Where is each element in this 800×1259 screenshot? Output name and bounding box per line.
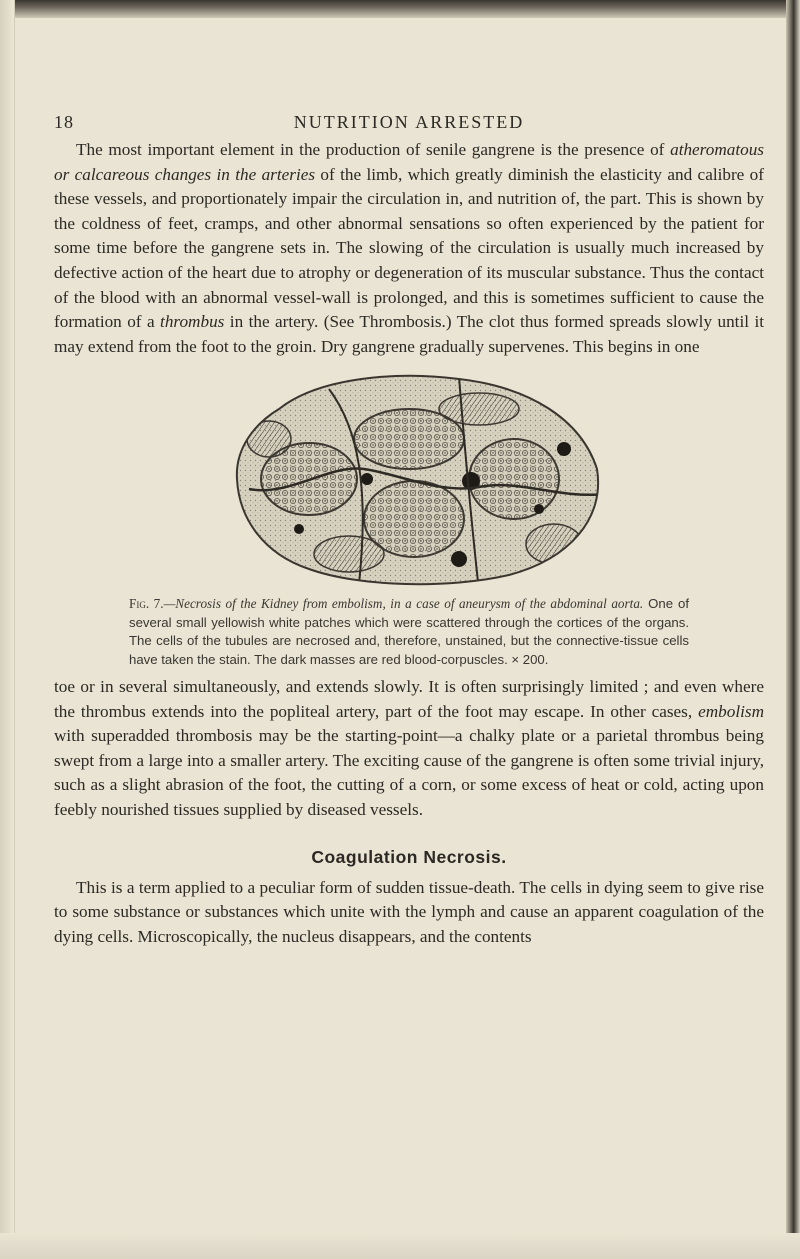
- page-bottom-edge: [0, 1233, 800, 1259]
- page-left-edge: [0, 0, 15, 1259]
- book-page: [54, 112, 764, 949]
- running-head: [54, 112, 764, 138]
- page-number: 18: [54, 112, 74, 132]
- figure-description: One of several small yellowish white patches which were scattered through the cortices of the organs. The cells of the tubules are necrosed and, therefore, unstained, but the connective-tissue cells have taken the stain. The dark masses are red blood-corpuscles. × 200.: [129, 596, 689, 667]
- italic-run: atheromatous or calcareous changes in the arteries: [54, 140, 764, 184]
- kidney-micrograph-figure: [209, 369, 609, 591]
- paragraph-senile-gangrene: [54, 138, 764, 359]
- text-run: of the limb, which greatly diminish the elasticity and calibre of these vessels, and proportionately impair the circulation in, and nutrition of, the part. This is shown by the coldness of feet, cramps, and other abnormal sensations so often experienced by the patient for some time before the gangrene sets in. The slowing of the circulation is usually much increased by defective action of the heart due to atrophy or degeneration of its muscular substance. Thus the contact of the blood with an abnormal vessel-wall is prolonged, and this is sometimes sufficient to cause the formation of a: [54, 164, 764, 332]
- italic-run: embolism: [698, 701, 764, 721]
- text-run: in the artery. (See Thrombosis.) The clot thus formed spreads slowly until it may extend from the foot to the groin. Dry gangrene gradually supervenes. This begins in one: [54, 312, 764, 356]
- page-top-edge: [0, 0, 800, 18]
- text-run: with superadded thrombosis may be the starting-point—a chalky plate or a parietal thrombus being swept from a large into a smaller artery. The exciting cause of the gangrene is often some trivial injury, such as a slight abrasion of the foot, the cutting of a corn, or some excess of heat or cold, acting upon feebly nourished tissues supplied by diseased vessels.: [54, 726, 764, 819]
- section-heading: Coagulation Necrosis.: [311, 846, 507, 867]
- paragraph-thrombus-extension: [54, 675, 764, 823]
- italic-run: thrombus: [160, 312, 225, 332]
- book-spine-edge: [786, 0, 800, 1259]
- paragraph-coagulation-necrosis: This is a term applied to a peculiar form of sudden tissue-death. The cells in dying seem to give rise to some substance or substances which unite with the lymph and cause an apparent coagulation of the dying cells. Microscopically, the nucleus disappears, and the contents: [54, 877, 764, 946]
- text-run: The most important element in the production of senile gangrene is the presence of: [76, 140, 671, 159]
- figure-caption: [129, 595, 689, 669]
- figure-title: —Necrosis of the Kidney from embolism, in a case of aneurysm of the abdominal aorta.: [163, 596, 644, 612]
- figure-label: Fig. 7.: [129, 596, 164, 612]
- text-run: toe or in several simultaneously, and extends slowly. It is often surprisingly limited ; and even where the thrombus extends into the popliteal artery, part of the foot may escape. In other cases,: [54, 676, 764, 721]
- running-title: NUTRITION ARRESTED: [293, 112, 525, 132]
